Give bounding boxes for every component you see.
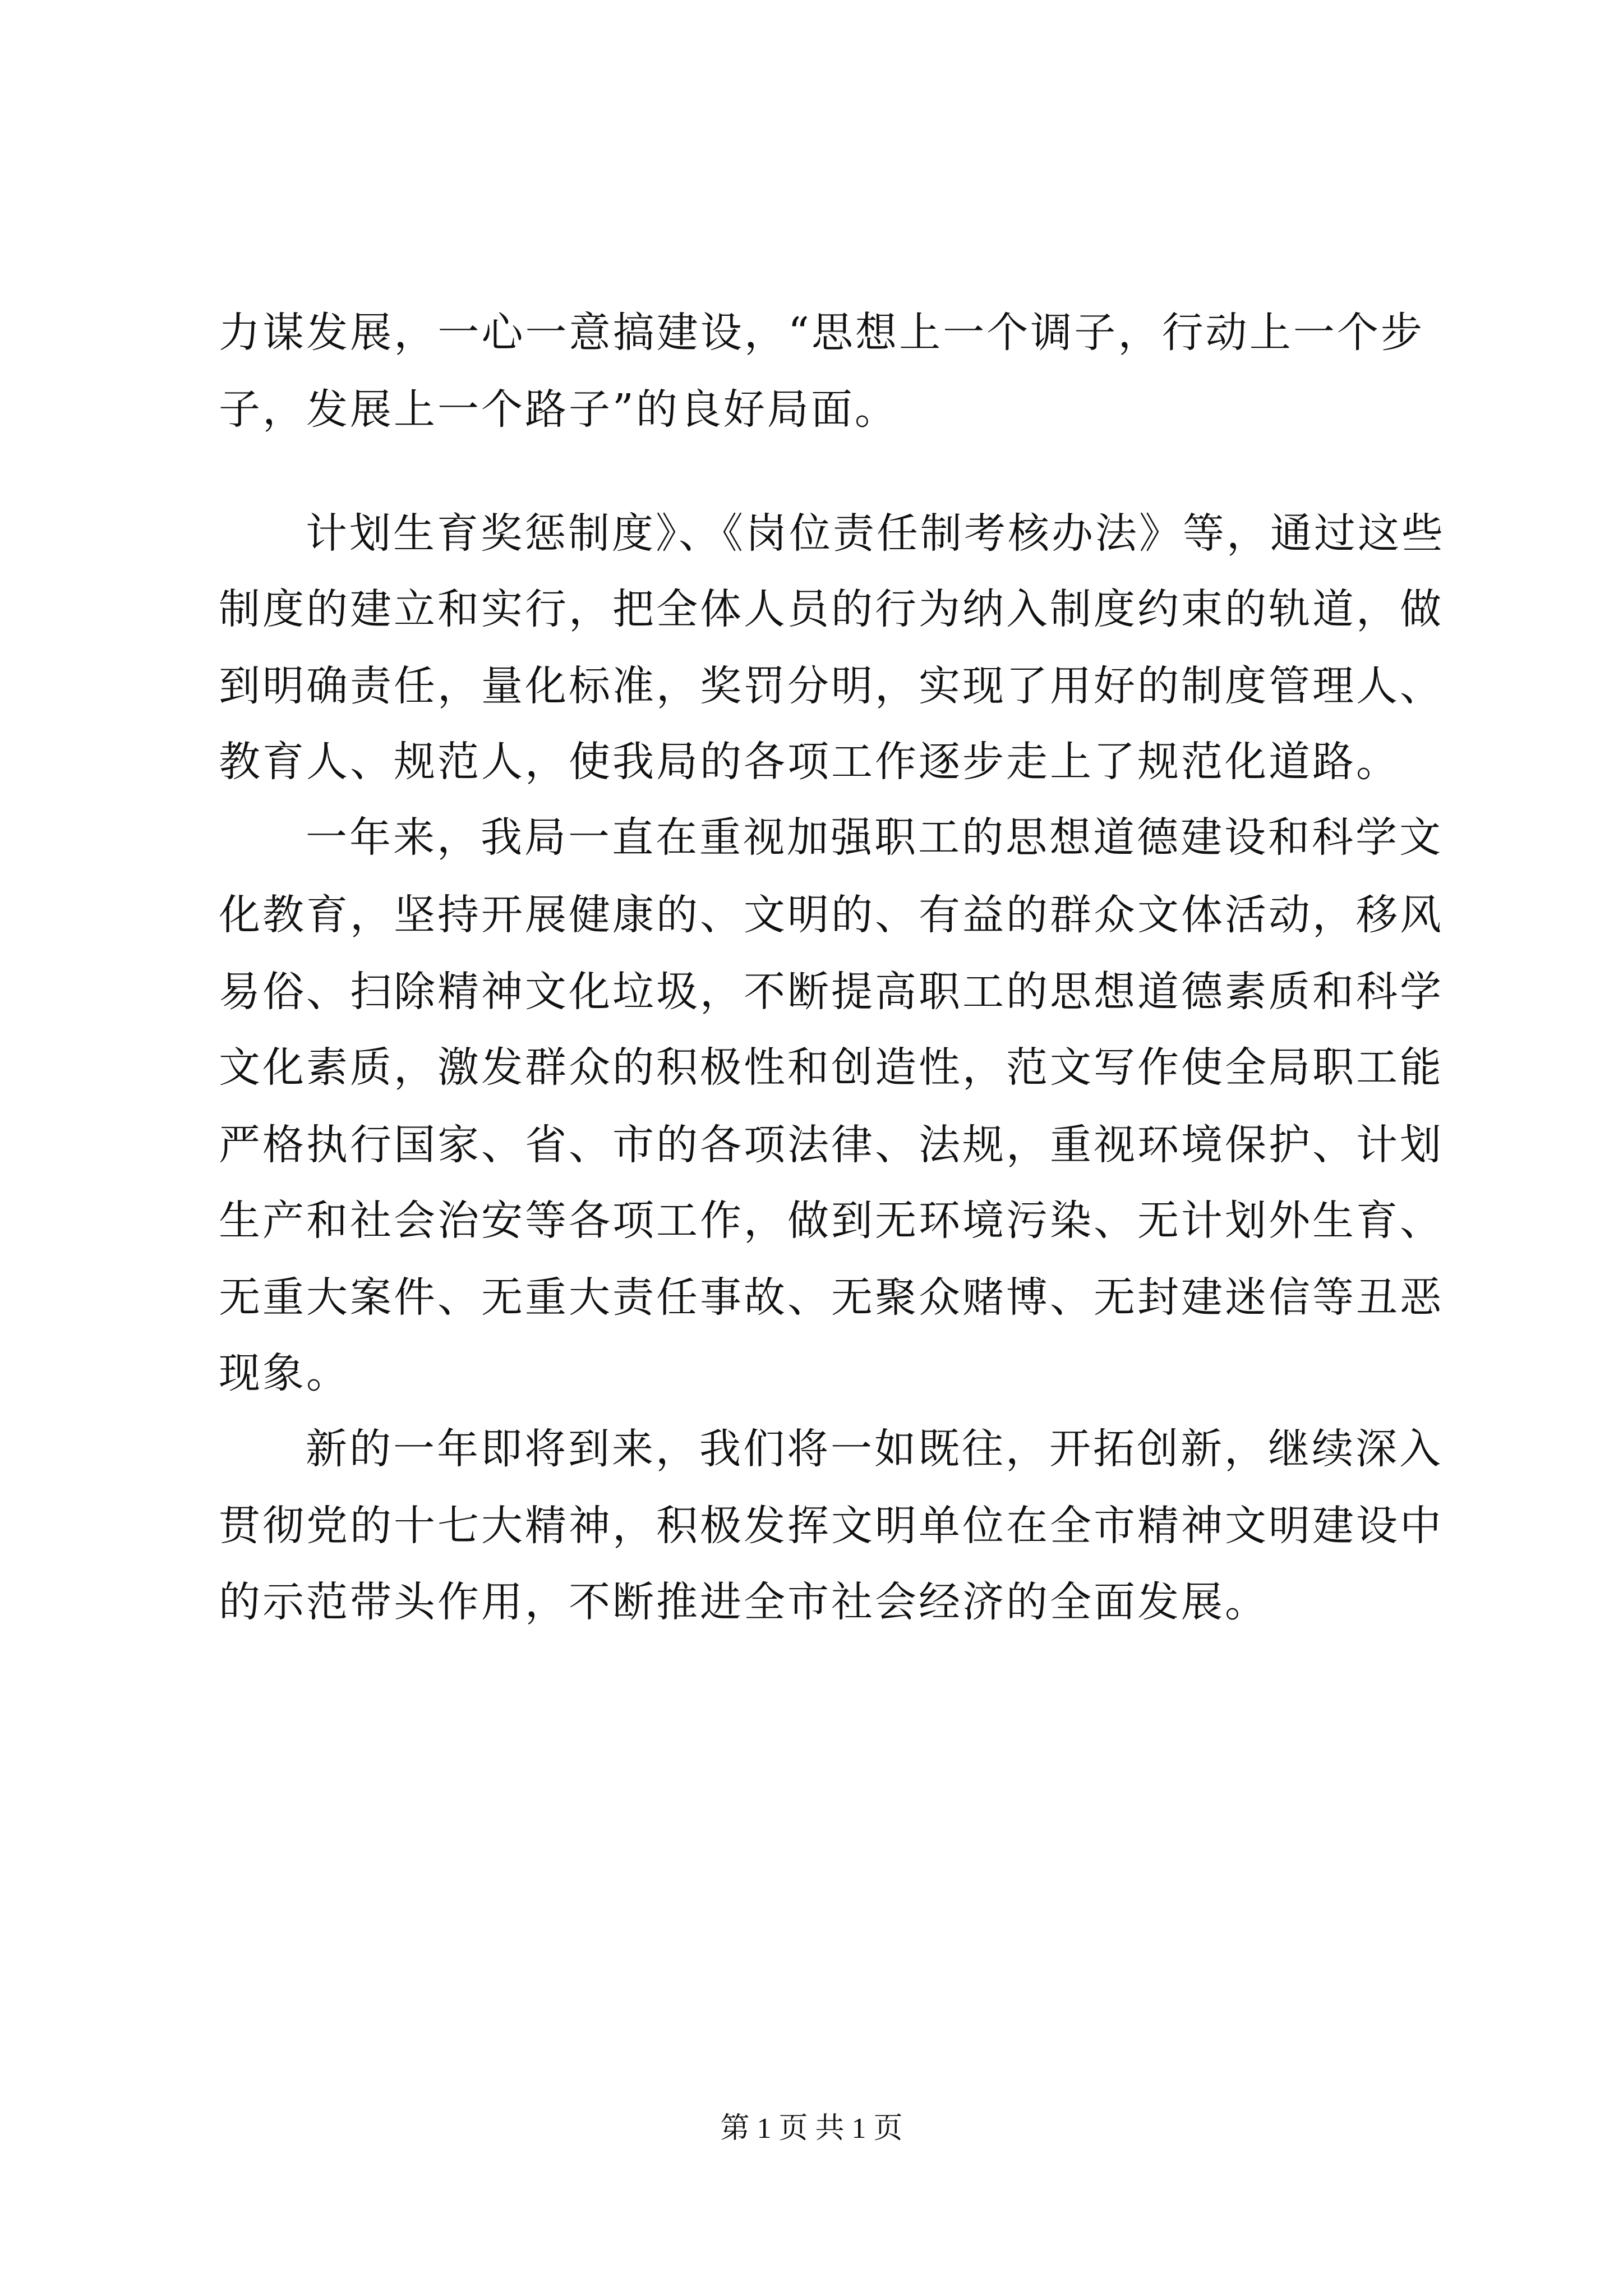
paragraph-line: 现象。 <box>219 1349 350 1397</box>
paragraph-line: 贯彻党的十七大精神，积极发挥文明单位在全市精神文明建设中 <box>219 1502 1444 1550</box>
paragraph-line: 文化素质，激发群众的积极性和创造性，范文写作使全局职工能 <box>219 1043 1444 1092</box>
paragraph-line: 力谋发展，一心一意搞建设，“思想上一个调子，行动上一个步 <box>219 309 1424 357</box>
paragraph-line: 化教育，坚持开展健康的、文明的、有益的群众文体活动，移风 <box>219 891 1444 939</box>
paragraph-line: 生产和社会治安等各项工作，做到无环境污染、无计划外生育、 <box>219 1197 1444 1245</box>
paragraph-line: 计划生育奖惩制度》、《岗位责任制考核办法》等，通过这些 <box>306 509 1445 558</box>
paragraph-line: 新的一年即将到来，我们将一如既往，开拓创新，继续深入 <box>306 1425 1443 1473</box>
paragraph-line: 教育人、规范人，使我局的各项工作逐步走上了规范化道路。 <box>219 738 1400 786</box>
page-footer: 第 1 页 共 1 页 <box>720 2113 903 2145</box>
paragraph-line: 严格执行国家、省、市的各项法律、法规，重视环境保护、计划 <box>219 1121 1444 1169</box>
paragraph-line: 一年来，我局一直在重视加强职工的思想道德建设和科学文 <box>306 813 1443 862</box>
paragraph-line: 制度的建立和实行，把全体人员的行为纳入制度约束的轨道，做 <box>219 585 1444 633</box>
paragraph-line: 的示范带头作用，不断推进全市社会经济的全面发展。 <box>219 1578 1269 1626</box>
paragraph-line: 易俗、扫除精神文化垃圾，不断提高职工的思想道德素质和科学 <box>219 968 1444 1016</box>
paragraph-line: 子，发展上一个路子”的良好局面。 <box>219 385 898 434</box>
paragraph-line: 无重大案件、无重大责任事故、无聚众赌博、无封建迷信等丑恶 <box>219 1273 1444 1322</box>
paragraph-line: 到明确责任，量化标准，奖罚分明，实现了用好的制度管理人、 <box>219 662 1444 710</box>
